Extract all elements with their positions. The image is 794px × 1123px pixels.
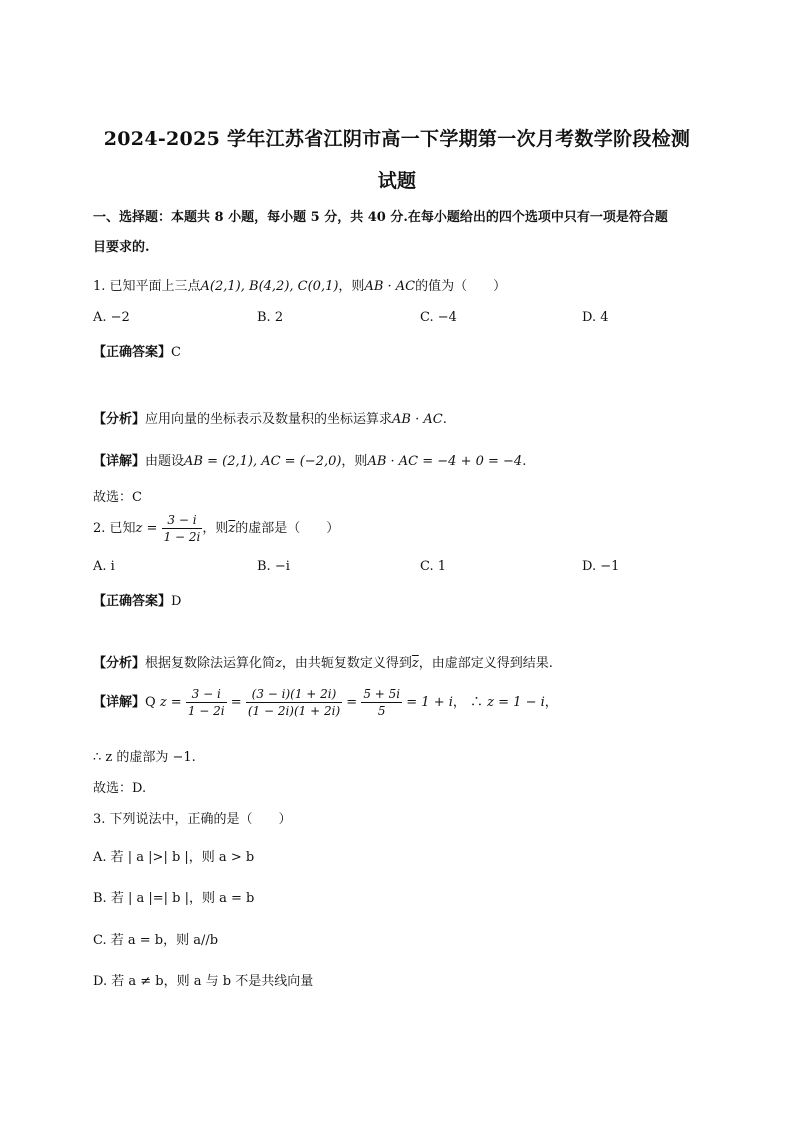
option-b: B. 2 [257, 310, 284, 325]
question-2-analysis [93, 652, 553, 671]
detail-z: z = [159, 695, 182, 710]
question-2-conclusion: ∴ z 的虚部为 −1. [93, 750, 196, 765]
question-1-expr: AB · AC [364, 279, 416, 294]
analysis-z: z [275, 656, 282, 671]
option-c: C. −4 [420, 310, 457, 325]
question-3-stem: 3. 下列说法中，正确的是（ ） [93, 812, 292, 827]
question-1-prefix: 1. 已知平面上三点 [93, 279, 201, 294]
fraction-denominator: 5 [377, 704, 386, 718]
option-d: D. 4 [582, 310, 609, 325]
question-1-detail [93, 450, 526, 469]
detail-end: . [522, 454, 527, 469]
option-a: A. i [93, 559, 115, 574]
answer-tag: 【正确答案】 [93, 345, 172, 360]
option-a: A. −2 [93, 310, 130, 325]
question-2-detail: 【详解】Q z = $\frac{3 - i}{1 - 2i}$ = $\frac{(3 - i)(1 + 2i)}{(1 - 2i)(1 + 2i)}$ = $\frac{5 + 5i}{5}$ = 1 + i， ∴ z = 1 − i， [93, 687, 558, 718]
question-2-mid: ，则 [202, 521, 229, 536]
answer-tag: 【正确答案】 [93, 594, 172, 609]
analysis-end: . [442, 412, 447, 427]
analysis-text: 应用向量的坐标表示及数量积的坐标运算求 [145, 412, 393, 427]
document-title-line2: 试题 [377, 170, 417, 192]
detail-conj: z = 1 − i [487, 695, 545, 710]
analysis-zbar: $\overline{z}$ [411, 656, 419, 671]
detail-result: AB · AC = −4 + 0 = −4 [367, 454, 523, 469]
analysis-text-a: 根据复数除法运算化简 [145, 656, 276, 671]
fraction-denominator: 1 − 2i [187, 704, 225, 718]
detail-fraction-3 [361, 686, 402, 719]
question-1-points: A(2,1), B(4,2), C(0,1) [200, 279, 339, 294]
detail-fraction-2 [246, 686, 342, 719]
analysis-tag: 【分析】 [93, 412, 146, 427]
option-b: B. −i [257, 559, 290, 574]
option-d: D. −1 [582, 559, 620, 574]
question-1-answer [93, 341, 181, 360]
fraction-numerator: 3 − i [186, 686, 227, 703]
detail-tag: 【详解】 [93, 454, 146, 469]
detail-tag: 【详解】 [93, 695, 146, 710]
question-2-zbar: $\overline{z}$ [228, 521, 236, 536]
option-c: C. 若 a = b，则 a//b [93, 933, 219, 948]
question-2-suffix: 的虚部是（ ） [235, 521, 340, 536]
detail-q: Q [145, 695, 156, 710]
question-2-answer [93, 590, 181, 609]
fraction-numerator: 3 − i [162, 512, 203, 529]
detail-expr: AB = (2,1), AC = (−2,0) [184, 454, 342, 469]
question-1-stem [93, 275, 506, 294]
detail-fraction-1 [186, 686, 227, 719]
analysis-tag: 【分析】 [93, 656, 146, 671]
question-2-stem [93, 512, 339, 545]
detail-end: ， [544, 695, 558, 710]
answer-value: C [171, 345, 181, 360]
option-b: B. 若 | a |=| b |，则 a = b [93, 891, 255, 906]
option-c: C. 1 [420, 559, 447, 574]
analysis-expr: AB · AC [392, 412, 443, 427]
option-d: D. 若 a ≠ b，则 a 与 b 不是共线向量 [93, 974, 314, 989]
fraction-numerator: (3 − i)(1 + 2i) [246, 686, 342, 703]
question-1-choice: 故选：C [93, 490, 142, 505]
question-1-analysis [93, 408, 447, 427]
detail-pre: 由题设 [145, 454, 185, 469]
question-2-z-eq: z = [135, 521, 158, 536]
question-1-mid: ，则 [338, 279, 365, 294]
question-1-suffix: 的值为（ ） [415, 279, 507, 294]
fraction-denominator: (1 − 2i)(1 + 2i) [247, 704, 341, 718]
document-title: 2024-2025 学年江苏省江阴市高一下学期第一次月考数学阶段检测 [103, 128, 691, 150]
fraction-denominator: 1 − 2i [163, 530, 201, 544]
section-heading-line2: 目要求的. [93, 240, 150, 255]
analysis-text-b: ，由共轭复数定义得到 [281, 656, 412, 671]
answer-value: D [171, 594, 182, 609]
option-a: A. 若 | a |>| b |，则 a > b [93, 850, 255, 865]
analysis-text-c: ，由虚部定义得到结果. [418, 656, 553, 671]
fraction-numerator: 5 + 5i [363, 687, 401, 701]
question-2-choice: 故选：D. [93, 781, 147, 796]
question-2-fraction [162, 512, 203, 545]
question-2-prefix: 2. 已知 [93, 521, 136, 536]
detail-therefore: ， ∴ [452, 695, 484, 710]
detail-tail: = 1 + i [406, 695, 453, 710]
detail-mid: ，则 [341, 454, 368, 469]
section-heading: 一、选择题：本题共 8 小题，每小题 5 分，共 40 分.在每小题给出的四个选项中只有一项是符合题 [93, 210, 668, 225]
